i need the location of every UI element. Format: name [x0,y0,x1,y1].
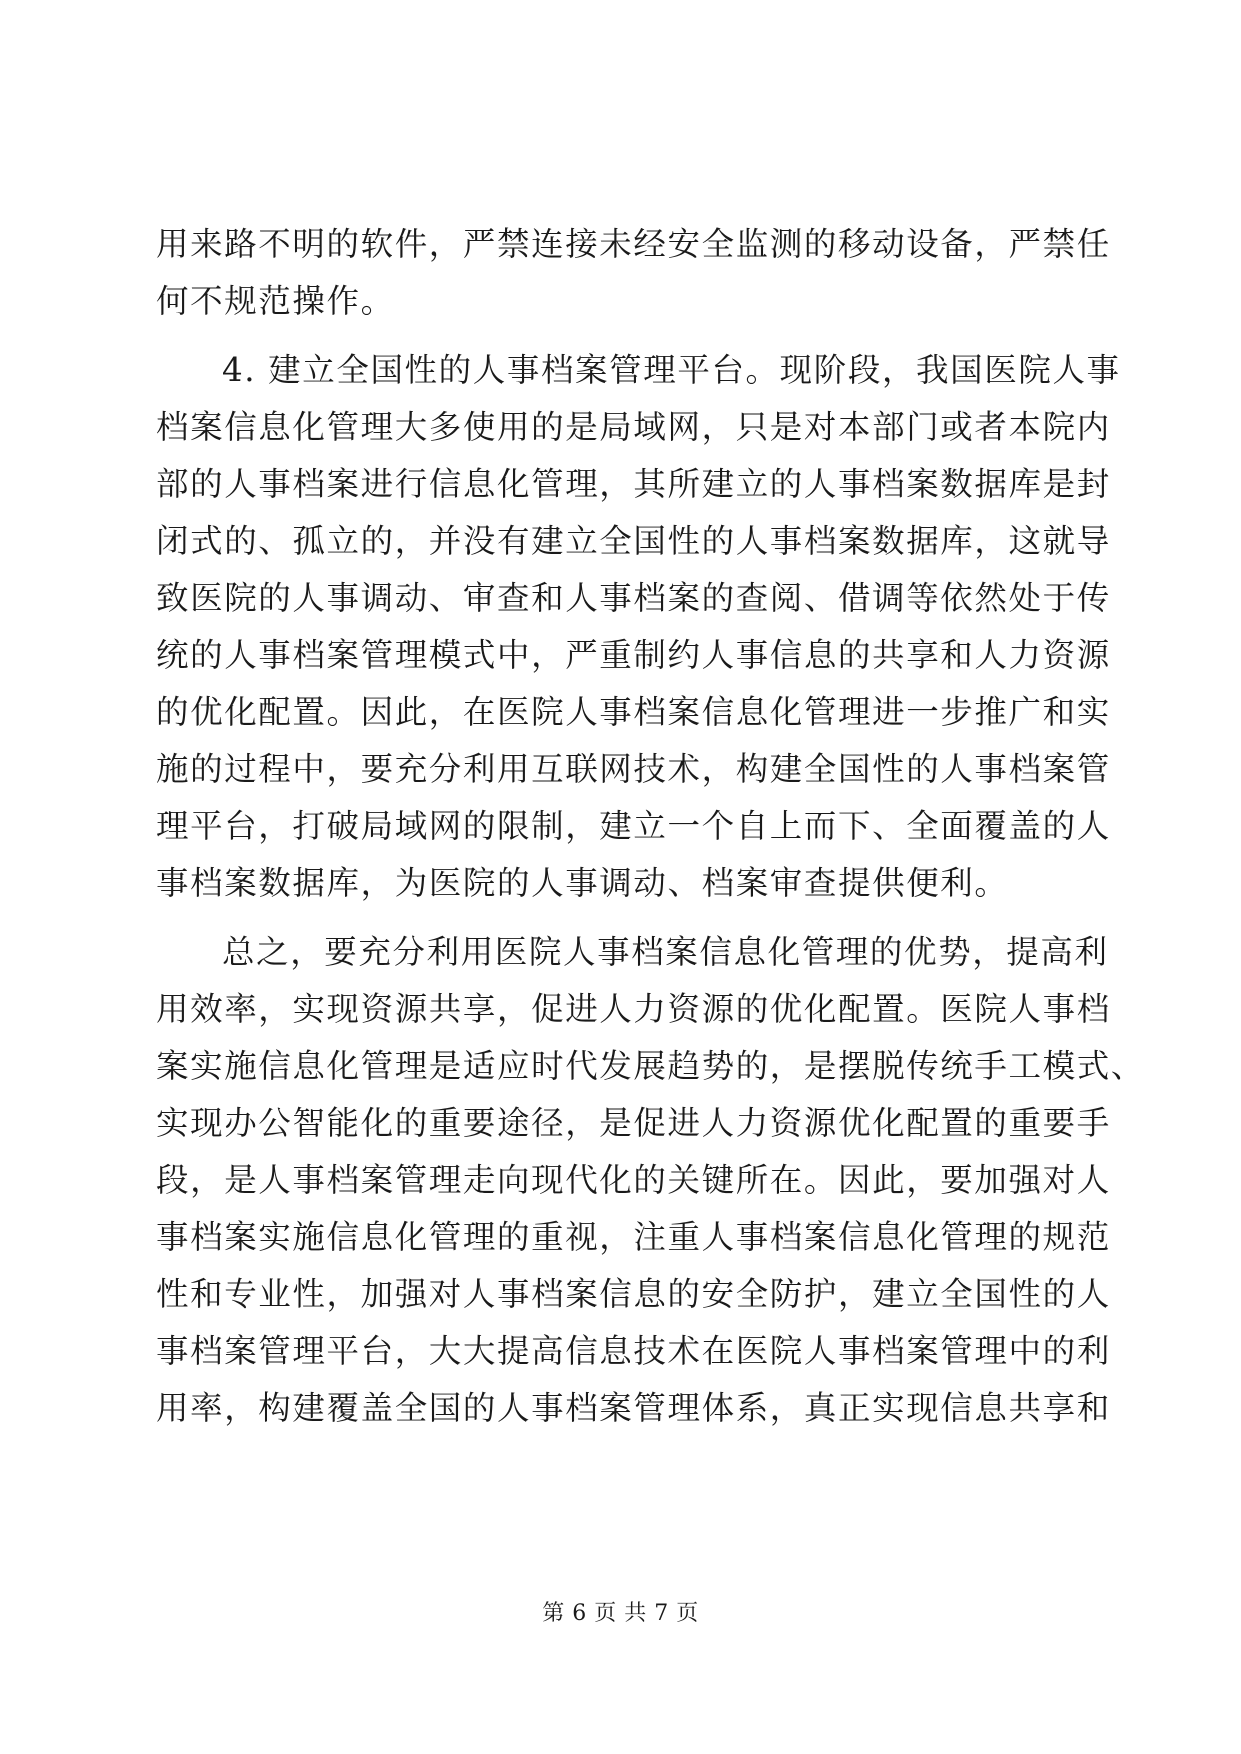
text-line: 案实施信息化管理是适应时代发展趋势的，是摆脱传统手工模式、 [156,1047,1145,1085]
text-line: 闭式的、孤立的，并没有建立全国性的人事档案数据库，这就导 [156,522,1111,560]
text-line: 实现办公智能化的重要途径，是促进人力资源优化配置的重要手 [156,1104,1111,1142]
text-line: 性和专业性，加强对人事档案信息的安全防护，建立全国性的人 [156,1275,1111,1313]
text-line: 致医院的人事调动、审查和人事档案的查阅、借调等依然处于传 [156,579,1111,617]
text-line: 用来路不明的软件，严禁连接未经安全监测的移动设备，严禁任 [156,225,1111,263]
page-number-footer: 第 6 页 共 7 页 [542,1601,699,1626]
text-line: 事档案管理平台，大大提高信息技术在医院人事档案管理中的利 [156,1332,1111,1370]
text-line: 事档案数据库，为医院的人事调动、档案审查提供便利。 [156,864,1009,902]
text-line: 统的人事档案管理模式中，严重制约人事信息的共享和人力资源 [156,636,1111,674]
text-line: 理平台，打破局域网的限制，建立一个自上而下、全面覆盖的人 [156,807,1111,845]
text-line: 何不规范操作。 [156,282,395,320]
paragraph-start-line: 4. 建立全国性的人事档案管理平台。现阶段，我国医院人事 [222,351,1121,389]
text-line: 施的过程中，要充分利用互联网技术，构建全国性的人事档案管 [156,750,1111,788]
text-line: 段，是人事档案管理走向现代化的关键所在。因此，要加强对人 [156,1161,1111,1199]
text-line: 用率，构建覆盖全国的人事档案管理体系，真正实现信息共享和 [156,1389,1111,1427]
text-line: 部的人事档案进行信息化管理，其所建立的人事档案数据库是封 [156,465,1111,503]
text-line: 的优化配置。因此，在医院人事档案信息化管理进一步推广和实 [156,693,1111,731]
paragraph-start-line: 总之，要充分利用医院人事档案信息化管理的优势，提高利 [222,933,1109,971]
text-line: 用效率，实现资源共享，促进人力资源的优化配置。医院人事档 [156,990,1111,1028]
text-line: 事档案实施信息化管理的重视，注重人事档案信息化管理的规范 [156,1218,1111,1256]
text-line: 档案信息化管理大多使用的是局域网，只是对本部门或者本院内 [156,408,1111,446]
